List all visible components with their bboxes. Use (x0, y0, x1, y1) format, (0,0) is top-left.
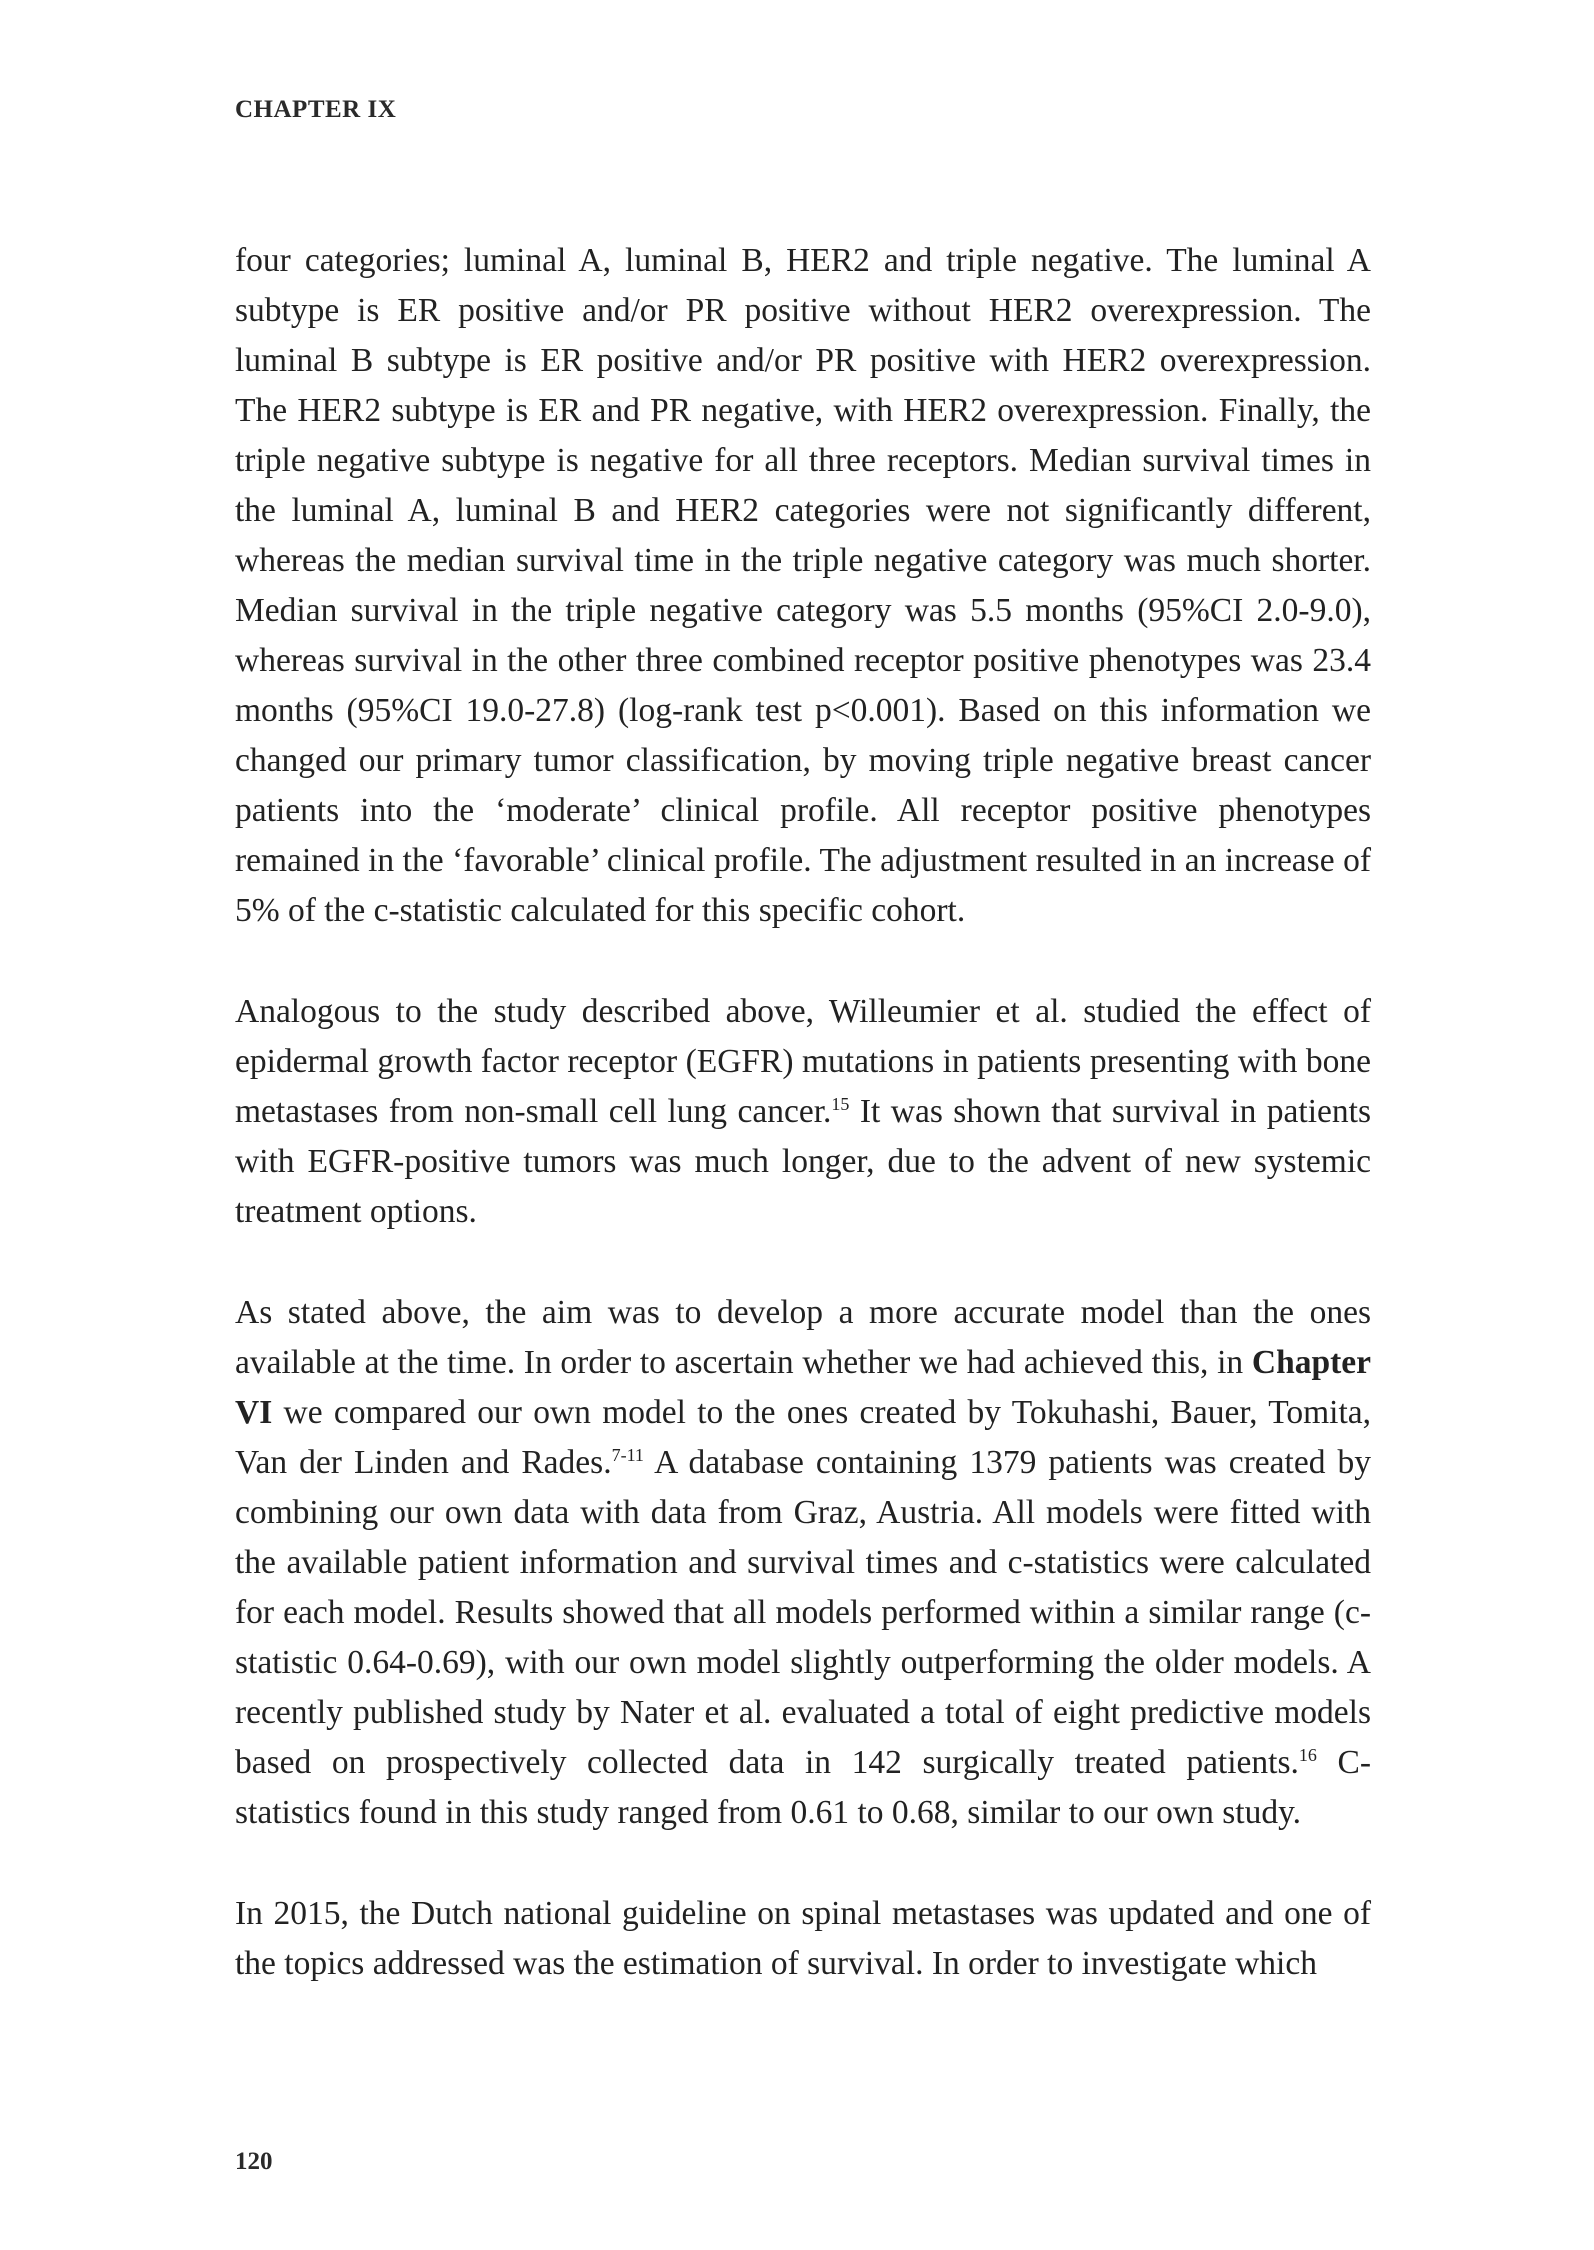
paragraph-text: In 2015, the Dutch national guideline on spinal metastases was updated and one of the topics addressed was the estimation of survival. In order to investigate which (235, 1895, 1371, 1982)
paragraph-text: C- statistics found in this study ranged from 0.61 to 0.68, similar to our own study. (235, 1744, 1371, 1831)
paragraph-text: four categories; luminal A, luminal B, HER2 and triple negative. The luminal A subtype is ER positive and/or PR positive without HER2 overexpression. The luminal B subtype is ER positive and/or PR positive with HER2 overexpression. The HER2 subtype is ER and PR negative, with HER2 overexpression. Finally, the triple negative subtype is negative for all three receptors. Median survival times in the luminal A, luminal B and HER2 categories were not significantly different, whereas the median survival time in the triple negative category was much shorter. Median survival in the triple negative category was 5.5 months (95%CI 2.0-9.0), whereas survival in the other three combined receptor positive phenotypes was 23.4 months (95%CI 19.0-27.8) (log-rank test p<0.001). Based on this information we changed our primary tumor classification, by moving triple negative breast cancer patients into the ‘moderate’ clinical profile. All receptor positive phenotypes remained in the ‘favorable’ clinical profile. The adjustment resulted in an increase of 5% of the c-statistic calculated for this specific cohort. (235, 242, 1371, 929)
paragraph-breast-cancer-subtypes (235, 236, 1371, 936)
paragraph-egfr-study (235, 987, 1371, 1237)
paragraph-model-comparison (235, 1288, 1371, 1838)
body-text (235, 236, 1371, 2040)
paragraph-text: A database containing 1379 patients was created by combining our own data with data from Graz, Austria. All models were fitted with the available patient information and survival times and c-statistics were calculated for each model. Results showed that all models performed within a similar range (c-statistic 0.64-0.69), with our own model slightly outperforming the older models. A recently published study by Nater et al. evaluated a total of eight predictive models based on prospectively collected data in 142 surgically treated patients. (235, 1444, 1371, 1781)
paragraph-text: Analogous to the study described above, Willeumier et al. studied the effect of epidermal growth factor receptor (EGFR) mutations in patients presenting with bone metastases from non-small cell lung cancer. (235, 993, 1371, 1130)
page-number: 120 (235, 2148, 273, 2175)
reference-superscript: 15 (831, 1093, 850, 1114)
reference-superscript: 7-11 (611, 1444, 644, 1465)
paragraph-text: As stated above, the aim was to develop a more accurate model than the ones available at the time. In order to ascertain whether we had achieved this, in (235, 1294, 1371, 1381)
paragraph-text: It was shown that survival in patients with EGFR-positive tumors was much longer, due to the advent of new systemic treatment options. (235, 1093, 1371, 1230)
paragraph-dutch-guideline (235, 1889, 1371, 1989)
chapter-header: CHAPTER IX (235, 96, 397, 123)
reference-superscript: 16 (1298, 1744, 1317, 1765)
paragraph-text: we compared our own model to the ones created by Tokuhashi, Bauer, Tomita, Van der Linden and Rades. (235, 1394, 1371, 1481)
chapter-reference: Chapter VI (235, 1344, 1371, 1431)
